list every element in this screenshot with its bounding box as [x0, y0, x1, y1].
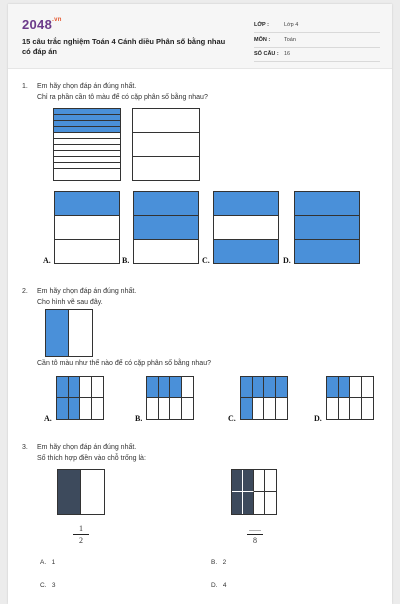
- meta-count-label: SỐ CÂU :: [254, 51, 279, 57]
- worksheet-header: [8, 4, 392, 69]
- q3-fraction-left: [71, 524, 91, 545]
- logo-text: 2048: [22, 17, 53, 32]
- fraction-denominator: 8: [253, 536, 257, 545]
- meta-subject-label: MÔN :: [254, 37, 271, 43]
- meta-grade-label: LỚP :: [254, 22, 269, 28]
- q2-option-b-label[interactable]: B.: [135, 414, 143, 423]
- question-text: Chỉ ra phần cần tô màu để có cặp phân số bằng nhau?: [37, 94, 208, 101]
- option-label: D.: [211, 582, 218, 589]
- option-label: B.: [211, 559, 218, 566]
- q1-option-b-figure[interactable]: [133, 191, 199, 264]
- q2-option-c-figure[interactable]: [240, 376, 288, 420]
- question-prompt: Em hãy chọn đáp án đúng nhất.: [37, 83, 137, 90]
- question-text: Cho hình vẽ sau đây.: [37, 299, 103, 306]
- meta-subject-value: Toán: [284, 37, 296, 43]
- fraction-numerator-blank[interactable]: ......: [249, 524, 261, 533]
- meta-subject: [254, 33, 380, 48]
- q1-figure-right: [132, 108, 200, 181]
- q3-option-a[interactable]: [40, 559, 55, 566]
- question-number: 1.: [22, 83, 28, 90]
- option-value: 2: [222, 559, 227, 566]
- meta-count: [254, 47, 380, 62]
- question-text-2: Cần tô màu như thế nào để có cặp phân số bằng nhau?: [37, 360, 211, 367]
- question-number: 2.: [22, 288, 28, 295]
- option-label: C.: [40, 582, 47, 589]
- fraction-denominator: 2: [79, 536, 83, 545]
- question-prompt: Em hãy chọn đáp án đúng nhất.: [37, 444, 137, 451]
- q3-option-c[interactable]: [40, 582, 56, 589]
- option-label: A.: [40, 559, 47, 566]
- q2-option-d-figure[interactable]: [326, 376, 374, 420]
- meta-grade: [254, 18, 380, 33]
- q3-fraction-right: [245, 524, 265, 545]
- q2-option-d-label[interactable]: D.: [314, 414, 322, 423]
- q1-figure-left: [53, 108, 121, 181]
- worksheet-title: 15 câu trắc nghiệm Toán 4 Cánh diều Phân số bằng nhau có đáp án: [22, 37, 226, 56]
- q2-option-b-figure[interactable]: [146, 376, 194, 420]
- fraction-numerator: 1: [79, 524, 83, 533]
- worksheet-page: [8, 4, 392, 604]
- meta-grade-value: Lớp 4: [284, 22, 299, 28]
- q1-option-d-figure[interactable]: [294, 191, 360, 264]
- option-value: 4: [222, 582, 227, 589]
- q1-option-c-label[interactable]: C.: [202, 256, 210, 265]
- q3-left-figure: [57, 469, 105, 515]
- q3-option-b[interactable]: [211, 559, 226, 566]
- q1-option-b-label[interactable]: B.: [122, 256, 130, 265]
- q3-right-figure: [231, 469, 277, 515]
- q1-option-d-label[interactable]: D.: [283, 256, 291, 265]
- q1-option-a-label[interactable]: A.: [43, 256, 51, 265]
- option-value: 1: [51, 559, 56, 566]
- q1-option-c-figure[interactable]: [213, 191, 279, 264]
- question-text: Số thích hợp điền vào chỗ trống là:: [37, 455, 146, 462]
- question-prompt: Em hãy chọn đáp án đúng nhất.: [37, 288, 137, 295]
- q2-option-a-label[interactable]: A.: [44, 414, 52, 423]
- logo-suffix: .vn: [52, 17, 62, 23]
- q2-option-a-figure[interactable]: [56, 376, 104, 420]
- q3-option-d[interactable]: [211, 582, 227, 589]
- site-logo[interactable]: [22, 17, 62, 32]
- question-number: 3.: [22, 444, 28, 451]
- meta-count-value: 16: [284, 51, 291, 57]
- option-value: 3: [51, 582, 56, 589]
- q1-option-a-figure[interactable]: [54, 191, 120, 264]
- q2-reference-figure: [45, 309, 93, 357]
- q2-option-c-label[interactable]: C.: [228, 414, 236, 423]
